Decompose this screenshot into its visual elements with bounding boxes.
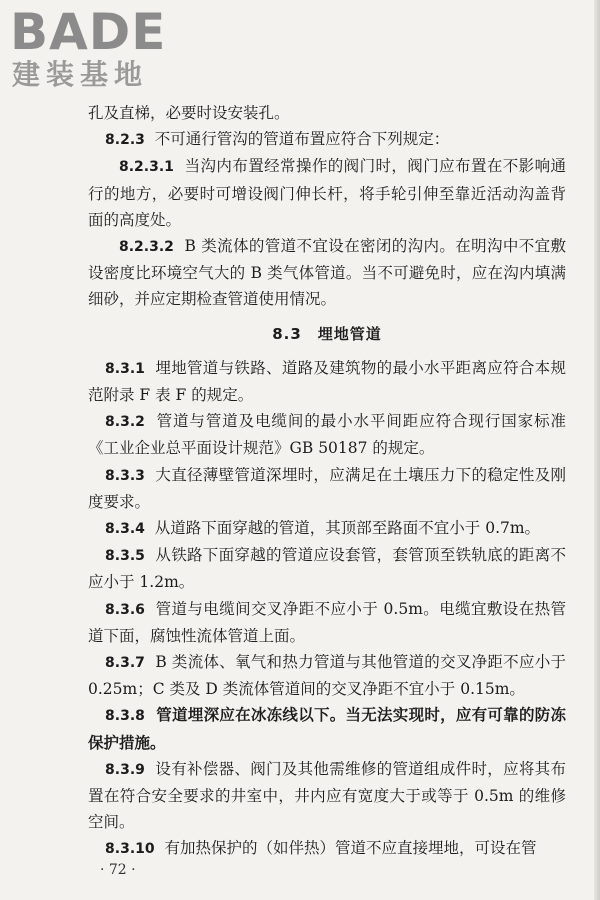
paragraph-text: 设有补偿器、阀门及其他需维修的管道组成件时，应将其布置在符合安全要求的井室中，井内应有宽度大于或等于 0.5m 的维修空间。	[88, 759, 566, 832]
clause-number: 8.2.3.1	[119, 159, 174, 176]
clause-number: 8.3.7	[105, 655, 145, 672]
clause-8-2-3-2	[88, 233, 566, 313]
paragraph-text: 有加热保护的（如伴热）管道不应直接埋地，可设在管	[164, 839, 537, 858]
logo-subtitle: 建装基地	[12, 58, 149, 91]
page-edge	[594, 0, 600, 900]
paragraph-text: 从道路下面穿越的管道，其顶部至路面不宜小于 0.7m。	[154, 519, 541, 538]
clause-number: 8.3.5	[105, 548, 145, 565]
clause-number: 8.3.4	[105, 521, 145, 538]
watermark-logo	[10, 3, 180, 92]
clause-8-3-9	[88, 756, 566, 836]
clause-number: 8.3.10	[105, 841, 155, 858]
paragraph-text: B 类流体、氧气和热力管道与其他管道的交叉净距不应小于 0.25m；C 类及 D 类流体管道间的交叉净距不宜小于 0.15m。	[88, 653, 566, 699]
paragraph-text: 孔及直梯，必要时设安装孔。	[88, 104, 290, 122]
paragraph-text: 管道与电缆间交叉净距不应小于 0.5m。电缆宜敷设在热管道下面，腐蚀性流体管道上面。	[88, 599, 567, 645]
clause-8-3-4	[88, 515, 566, 542]
clause-number: 8.3.8	[105, 708, 145, 725]
paragraph-text: 埋地管道与铁路、道路及建筑物的最小水平距离应符合本规范附录 F 表 F 的规定。	[88, 358, 566, 405]
clause-8-3-2	[88, 408, 566, 461]
clause-number: 8.3.1	[105, 360, 145, 377]
paragraph-text: 大直径薄壁管道深埋时，应满足在土壤压力下的稳定性及刚度要求。	[88, 465, 566, 511]
clause-8-3-8	[88, 702, 566, 755]
clause-8-3-3	[88, 462, 566, 515]
section-heading: 8.3 埋地管道	[272, 324, 382, 343]
clause-number: 8.3.2	[105, 414, 145, 431]
clause-8-3-1	[88, 355, 566, 408]
clause-number: 8.3.9	[105, 761, 145, 778]
clause-number: 8.2.3.2	[119, 239, 174, 256]
clause-8-2-3	[88, 126, 566, 153]
clause-8-3-7	[88, 649, 566, 702]
logo-text: BADE	[10, 3, 167, 61]
paragraph-text: 从铁路下面穿越的管道应设套管，套管顶至铁轨底的距离不应小于 1.2m。	[88, 546, 566, 592]
paragraph-text: 不可通行管沟的管道布置应符合下列规定：	[154, 130, 450, 149]
clause-number: 8.3.6	[105, 601, 145, 618]
paragraph-text: B 类流体的管道不宜设在密闭的沟内。在明沟中不宜敷设密度比环境空气大的 B 类气体管道。当不可避免时，应在沟内填满细砂，并应定期检查管道使用情况。	[88, 237, 566, 309]
paragraph-text: 管道埋深应在冰冻线以下。当无法实现时，应有可靠的防冻保护措施。	[88, 705, 566, 752]
page-number: · 72 ·	[100, 862, 136, 878]
document-body	[88, 100, 566, 863]
clause-8-2-3-1	[88, 153, 566, 233]
paragraph-text: 当沟内布置经常操作的阀门时，阀门应布置在不影响通行的地方，必要时可增设阀门伸长杆，将手轮引伸至靠近活动沟盖背面的高度处。	[88, 157, 566, 229]
paragraph-text: 管道与管道及电缆间的最小水平间距应符合现行国家标准《工业企业总平面设计规范》GB 50187 的规定。	[88, 412, 566, 458]
clause-8-3-5	[88, 542, 566, 595]
clause-8-3-10	[88, 835, 566, 862]
paragraph-continuation	[88, 100, 566, 126]
clause-number: 8.3.3	[105, 467, 145, 484]
clause-number: 8.2.3	[105, 132, 145, 149]
clause-8-3-6	[88, 596, 566, 649]
